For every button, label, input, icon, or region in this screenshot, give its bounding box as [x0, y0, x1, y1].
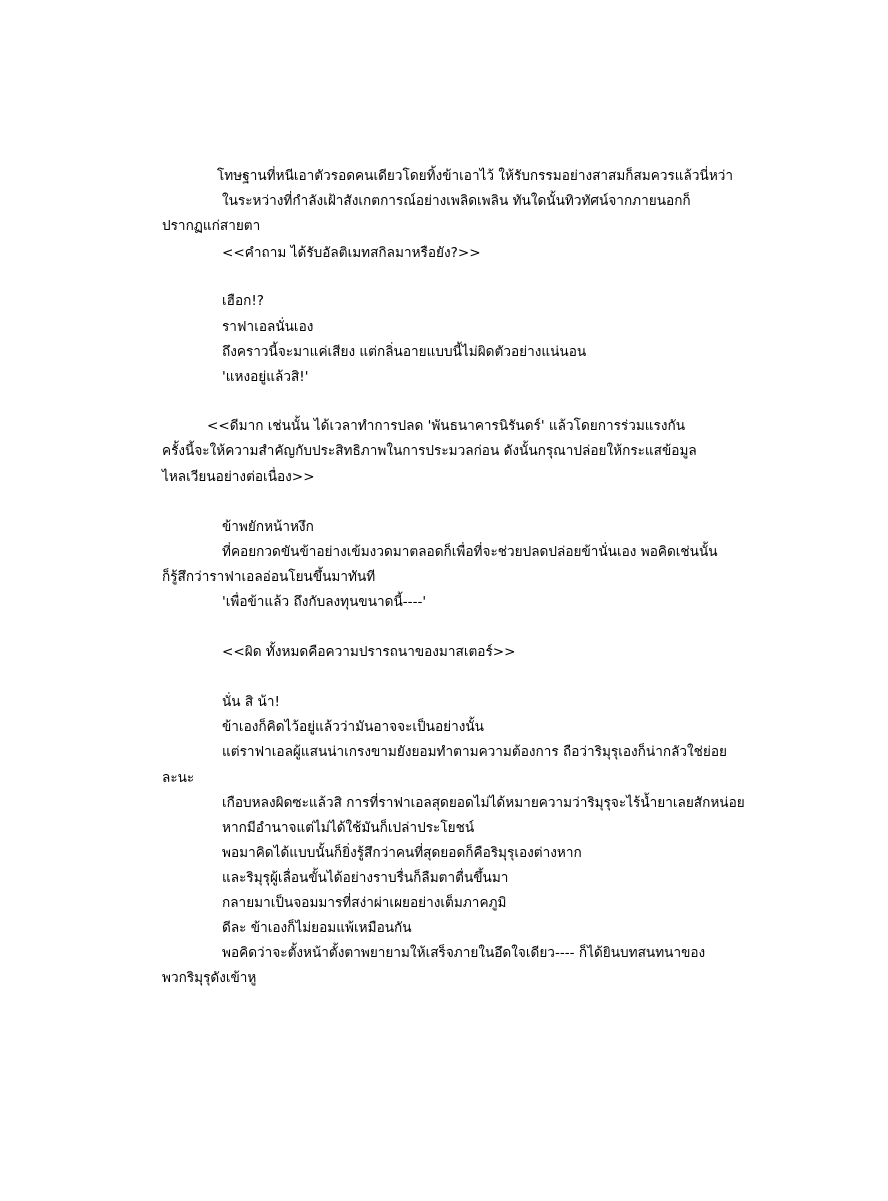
text-line: กลายมาเป็นจอมมารที่สง่าผ่าเผยอย่างเต็มภาคภูมิ	[222, 895, 507, 911]
text-line: ปรากฏแก่สายตา	[162, 218, 261, 234]
text-line: ถึงคราวนี้จะมาแค่เสียง แต่กลิ่นอายแบบนี้ไม่ผิดตัวอย่างแน่นอน	[222, 344, 587, 360]
text-line: โทษฐานที่หนีเอาตัวรอดคนเดียวโดยทิ้งข้าเอาไว้ ให้รับกรรมอย่างสาสมก็สมควรแล้วนี่หว่า	[217, 168, 734, 184]
text-line: แต่ราฟาเอลผู้แสนน่าเกรงขามยังยอมทำตามความต้องการ ถือว่าริมุรุเองก็น่ากลัวใช่ย่อย	[222, 744, 727, 760]
text-line: ดีละ ข้าเองก็ไม่ยอมแพ้เหมือนกัน	[222, 920, 412, 936]
text-line: <<ดีมาก เช่นนั้น ได้เวลาทำการปลด 'พันธนาคารนิรันดร์' แล้วโดยการร่วมแรงกัน	[207, 418, 686, 434]
text-line: <<ผิด ทั้งหมดคือความปรารถนาของมาสเตอร์>>	[222, 644, 516, 660]
text-line: พอมาคิดได้แบบนั้นก็ยิ่งรู้สึกว่าคนที่สุดยอดก็คือริมุรุเองต่างหาก	[222, 845, 582, 861]
text-line: ที่คอยกวดขันข้าอย่างเข้มงวดมาตลอดก็เพื่อที่จะช่วยปลดปล่อยข้านั่นเอง พอคิดเช่นนั้น	[222, 544, 718, 560]
text-line: 'เพื่อข้าแล้ว ถึงกับลงทุนขนาดนี้----'	[222, 594, 427, 610]
text-line: นั่น สิ น้า!	[222, 694, 280, 710]
text-line: พวกริมุรุดังเข้าหู	[162, 970, 257, 986]
text-line: ราฟาเอลนั่นเอง	[222, 319, 314, 335]
text-line: เกือบหลงผิดซะแล้วสิ การที่ราฟาเอลสุดยอดไม่ได้หมายความว่าริมุรุจะไร้น้ำยาเลยสักหน่อย	[222, 795, 745, 811]
text-line: ไหลเวียนอย่างต่อเนื่อง>>	[162, 469, 315, 485]
text-line: พอคิดว่าจะตั้งหน้าตั้งตาพยายามให้เสร็จภายในอึดใจเดียว---- ก็ได้ยินบทสนทนาของ	[222, 945, 706, 961]
text-line: ข้าพยักหน้าหงึก	[222, 519, 314, 535]
text-line: ข้าเองก็คิดไว้อยู่แล้วว่ามันอาจจะเป็นอย่างนั้น	[222, 719, 484, 735]
text-line: <<คำถาม ได้รับอัลติเมทสกิลมาหรือยัง?>>	[222, 245, 481, 261]
text-line: ในระหว่างที่กำลังเฝ้าสังเกตการณ์อย่างเพลิดเพลิน ทันใดนั้นทิวทัศน์จากภายนอกก็	[222, 193, 691, 209]
text-line: ละนะ	[162, 770, 195, 786]
text-line: ครั้งนี้จะให้ความสำคัญกับประสิทธิภาพในการประมวลก่อน ดังนั้นกรุณาปล่อยให้กระแสข้อมูล	[162, 443, 697, 459]
text-line: 'แหงอยู่แล้วสิ!'	[222, 369, 309, 385]
text-line: เฮือก!?	[222, 293, 265, 309]
text-line: หากมีอำนาจแต่ไม่ได้ใช้มันก็เปล่าประโยชน์	[222, 820, 475, 836]
text-line: และริมุรุผู้เลื่อนขั้นได้อย่างราบรื่นก็ลืมตาตื่นขึ้นมา	[222, 870, 509, 886]
text-line: ก็รู้สึกว่าราฟาเอลอ่อนโยนขึ้นมาทันที	[162, 569, 376, 585]
